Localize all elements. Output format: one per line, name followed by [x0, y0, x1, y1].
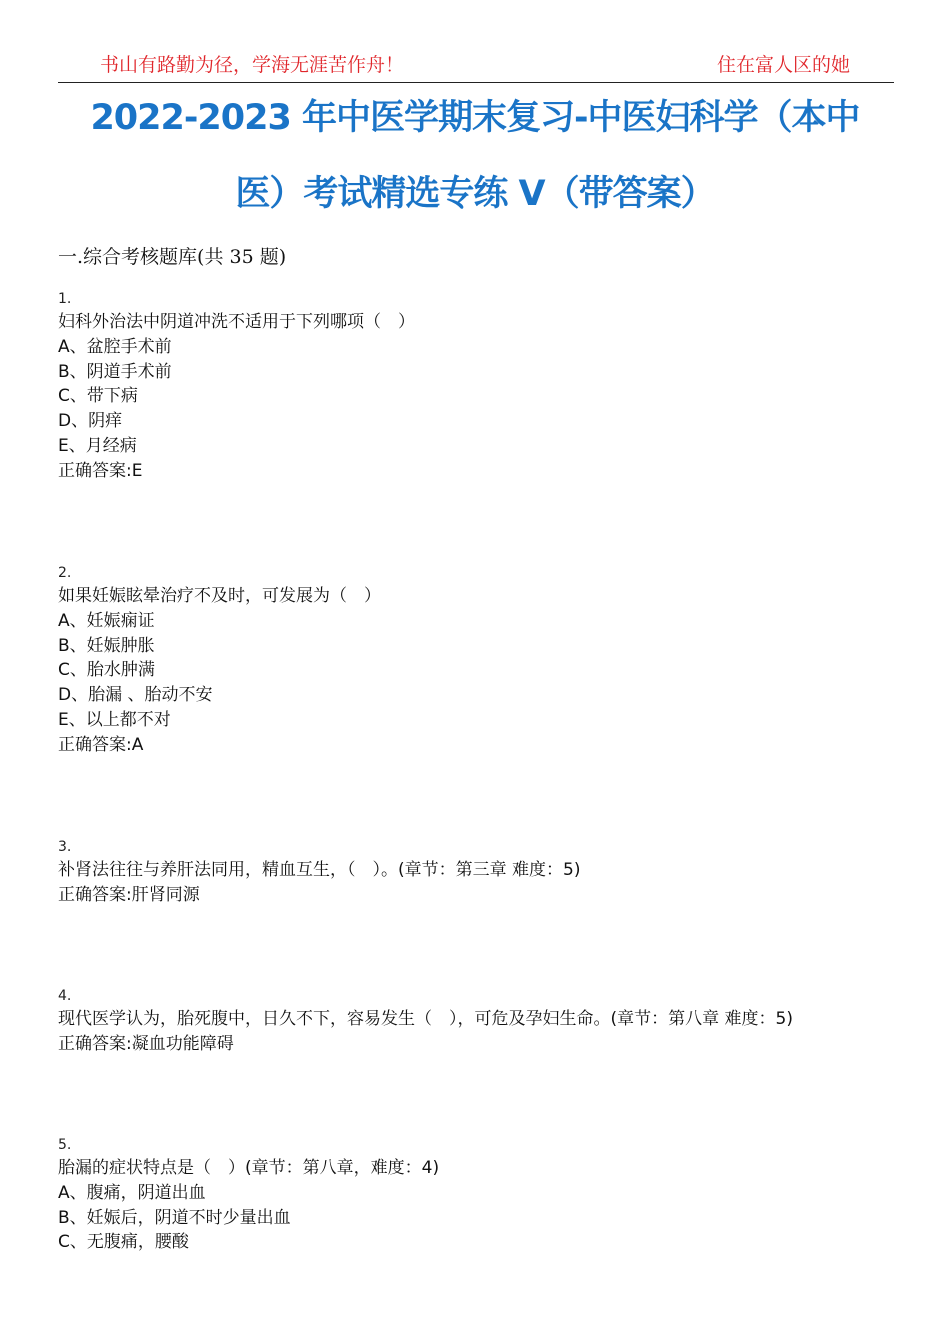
question-number: 3.	[58, 839, 72, 855]
document-title-line-1: 2022-2023 年中医学期末复习-中医妇科学（本中	[90, 98, 860, 138]
option-a: A、腹痛，阴道出血	[58, 1182, 206, 1203]
question-stem: 现代医学认为，胎死腹中，日久不下，容易发生（ ），可危及孕妇生命。(章节：第八章 难度：5)	[58, 1009, 793, 1029]
option-e: E、以上都不对	[58, 709, 171, 730]
option-b: B、阴道手术前	[58, 361, 172, 382]
option-d: D、阴痒	[58, 411, 123, 432]
correct-answer: 正确答案:E	[58, 460, 143, 481]
option-d: D、胎漏 、胎动不安	[58, 685, 213, 706]
correct-answer: 正确答案:凝血功能障碍	[58, 1033, 234, 1054]
document-title	[40, 80, 910, 232]
question-4	[58, 987, 793, 1057]
option-a: A、盆腔手术前	[58, 336, 172, 357]
correct-answer: 正确答案:肝肾同源	[58, 884, 200, 905]
option-c: C、胎水肿满	[58, 660, 155, 681]
header-right-motto: 住在富人区的她	[716, 54, 850, 76]
correct-answer: 正确答案:A	[58, 734, 144, 755]
question-1	[58, 290, 415, 484]
option-c: C、无腹痛，腰酸	[58, 1232, 189, 1253]
option-e: E、月经病	[58, 435, 137, 456]
option-a: A、妊娠痫证	[58, 610, 155, 631]
question-stem: 妇科外治法中阴道冲洗不适用于下列哪项（ ）	[58, 312, 415, 332]
question-stem: 胎漏的症状特点是（ ）(章节：第八章，难度：4)	[58, 1158, 440, 1178]
section-title: 一.综合考核题库(共 35 题)	[58, 246, 287, 268]
question-number: 5.	[58, 1137, 72, 1153]
option-b: B、妊娠肿胀	[58, 635, 155, 656]
question-2	[58, 564, 381, 758]
question-number: 2.	[58, 565, 72, 581]
question-stem: 补肾法往往与养肝法同用，精血互生，（ ）。(章节：第三章 难度：5)	[58, 860, 581, 880]
question-number: 4.	[58, 988, 72, 1004]
question-number: 1.	[58, 291, 72, 307]
question-stem: 如果妊娠眩晕治疗不及时，可发展为（ ）	[58, 586, 381, 606]
option-b: B、妊娠后，阴道不时少量出血	[58, 1207, 291, 1228]
document-title-line-2: 医）考试精选专练 V（带答案）	[235, 174, 715, 214]
option-c: C、带下病	[58, 386, 138, 407]
question-5	[58, 1136, 439, 1255]
question-3	[58, 838, 580, 908]
page-header	[58, 48, 894, 83]
header-left-motto: 书山有路勤为径，学海无涯苦作舟！	[100, 54, 405, 76]
